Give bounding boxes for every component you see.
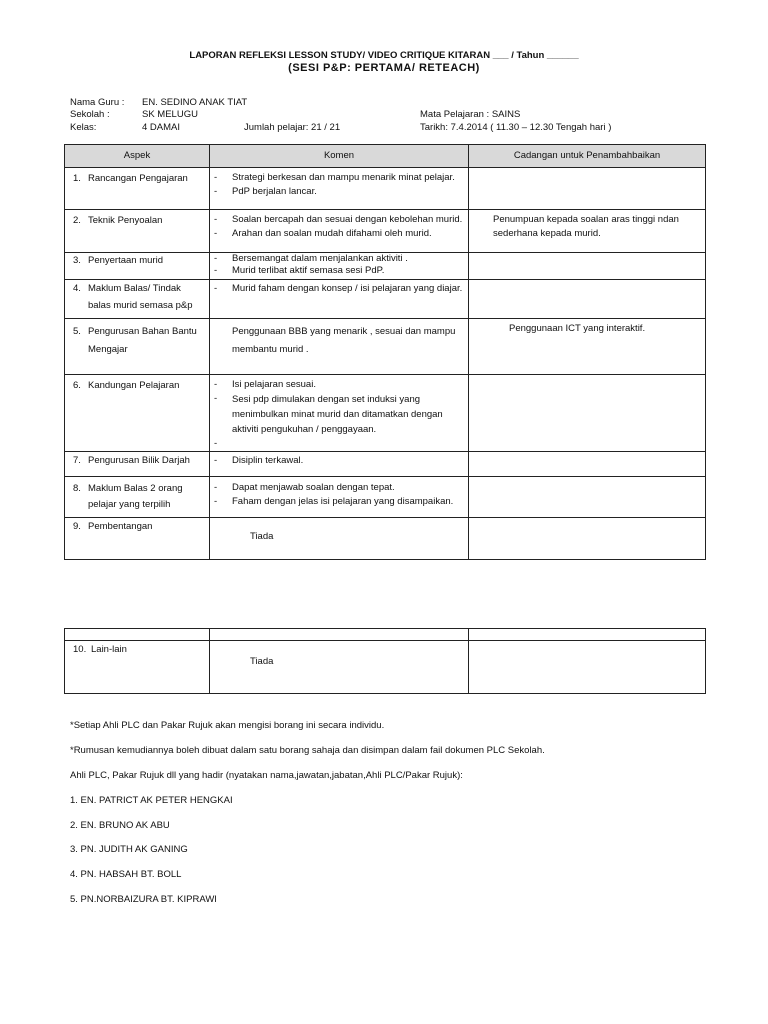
teacher-name-value: EN. SEDINO ANAK TIAT (142, 97, 248, 108)
comment-item: Strategi berkesan dan mampu menarik minat pelajar. (232, 172, 455, 183)
comment-item: Murid faham dengan konsep / isi pelajaran yang diajar. (232, 283, 463, 294)
aspect-label: Maklum Balas/ Tindak balas murid semasa p&p (88, 283, 193, 311)
suggestion-cell: Penggunaan ICT yang interaktif. (469, 319, 706, 375)
suggestion-cell (469, 477, 706, 518)
table-row (65, 641, 706, 694)
aspect-label: Lain-lain (91, 644, 127, 655)
row-number: 3. (73, 255, 81, 266)
comment-item: Bersemangat dalam menjalankan aktiviti . (232, 253, 408, 264)
aspect-label: Penyertaan murid (88, 255, 163, 266)
comment-item: Murid terlibat aktif semasa sesi PdP. (232, 265, 385, 276)
comment-item: Dapat menjawab soalan dengan tepat. (232, 482, 395, 493)
suggestion-cell (469, 452, 706, 477)
comment-text: Tiada (210, 518, 469, 560)
row-number: 9. (73, 521, 81, 532)
school-label: Sekolah : (70, 109, 110, 120)
table-row: 1. Rancangan Pengajaran - Strategi berkesan dan mampu menarik minat pelajar. - PdP berjalan lancar. (65, 168, 706, 210)
session-subtitle: (SESI P&P: PERTAMA/ RETEACH) (288, 62, 480, 74)
table-row: 2. Teknik Penyoalan - Soalan bercapah dan sesuai dengan kebolehan murid. - Arahan dan soalan mudah difahami oleh murid. Penumpuan kepada soalan aras tinggi ndan sederhana kepada murid. (65, 210, 706, 253)
row-number: 5. (73, 326, 81, 337)
table-row: 8. Maklum Balas 2 orang pelajar yang terpilih - Dapat menjawab soalan dengan tepat. - Faham dengan jelas isi pelajaran yang disampaikan. (65, 477, 706, 518)
row-number: 8. (73, 483, 81, 494)
row-number: 1. (73, 173, 81, 184)
other-matters-table (64, 628, 706, 694)
student-count: Jumlah pelajar: 21 / 21 (244, 122, 341, 133)
comment-item: Sesi pdp dimulakan dengan set induksi yang menimbulkan minat murid dan ditamatkan dengan aktiviti pengukuhan / penggayaan. (232, 394, 443, 435)
suggestion-cell (469, 375, 706, 452)
aspect-label: Teknik Penyoalan (88, 215, 163, 226)
comment-item: Soalan bercapah dan sesuai dengan kebolehan murid. (232, 214, 463, 225)
school-value: SK MELUGU (142, 109, 198, 120)
member-item: 3. PN. JUDITH AK GANING (70, 844, 188, 855)
note-summary: *Rumusan kemudiannya boleh dibuat dalam satu borang sahaja dan disimpan dalam fail dokumen PLC Sekolah. (70, 745, 545, 756)
header-cadangan: Cadangan untuk Penambahbaikan (469, 145, 706, 168)
comment-item: PdP berjalan lancar. (232, 186, 317, 197)
class-value: 4 DAMAI (142, 122, 181, 133)
suggestion-cell (469, 253, 706, 280)
date-field: Tarikh: 7.4.2014 ( 11.30 – 12.30 Tengah hari ) (420, 122, 612, 133)
member-item: 2. EN. BRUNO AK ABU (70, 820, 170, 831)
table-row: 3. Penyertaan murid - Bersemangat dalam menjalankan aktiviti . - Murid terlibat aktif semasa sesi PdP. (65, 253, 706, 280)
header-komen: Komen (210, 145, 469, 168)
comment-item: Isi pelajaran sesuai. (232, 379, 316, 390)
member-item: 5. PN.NORBAIZURA BT. KIPRAWI (70, 894, 217, 905)
table-row: 7. Pengurusan Bilik Darjah - Disiplin terkawal. (65, 452, 706, 477)
suggestion-cell (469, 280, 706, 319)
row-number: 2. (73, 215, 81, 226)
note-individual: *Setiap Ahli PLC dan Pakar Rujuk akan mengisi borang ini secara individu. (70, 720, 385, 731)
class-label: Kelas: (70, 122, 97, 133)
table-row (65, 518, 706, 560)
member-item: 1. EN. PATRICT AK PETER HENGKAI (70, 795, 233, 806)
row-number: 4. (73, 283, 81, 294)
teacher-name-label: Nama Guru : (70, 97, 125, 108)
table-row: 6. Kandungan Pelajaran - Isi pelajaran sesuai. - Sesi pdp dimulakan dengan set induksi yang menimbulkan minat murid dan ditamatkan dengan aktiviti pengukuhan / penggayaan. - (65, 375, 706, 452)
suggestion-cell (469, 518, 706, 560)
subject-field: Mata Pelajaran : SAINS (420, 109, 521, 120)
aspect-label: Pengurusan Bilik Darjah (88, 455, 190, 466)
aspect-label: Maklum Balas 2 orang pelajar yang terpilih (88, 483, 183, 510)
row-number: 10. (73, 644, 87, 655)
aspect-label: Pengurusan Bahan Bantu Mengajar (88, 326, 197, 355)
comment-item: Faham dengan jelas isi pelajaran yang disampaikan. (232, 496, 454, 507)
suggestion-cell (469, 168, 706, 210)
aspect-label: Rancangan Pengajaran (88, 173, 188, 184)
table-row (65, 319, 706, 375)
row-number: 7. (73, 455, 81, 466)
reflection-table (64, 144, 706, 560)
note-attendees: Ahli PLC, Pakar Rujuk dll yang hadir (nyatakan nama,jawatan,jabatan,Ahli PLC/Pakar Rujuk): (70, 770, 463, 781)
report-title: LAPORAN REFLEKSI LESSON STUDY/ VIDEO CRITIQUE KITARAN ___ / Tahun ______ (189, 50, 579, 61)
aspect-label: Kandungan Pelajaran (88, 380, 180, 391)
aspect-label: Pembentangan (88, 521, 153, 532)
row-number: 6. (73, 380, 81, 391)
comment-text: Tiada (210, 641, 469, 694)
comment-item: Penggunaan BBB yang menarik , sesuai dan mampu membantu murid . (232, 326, 456, 355)
suggestion-cell: Penumpuan kepada soalan aras tinggi ndan sederhana kepada murid. (469, 210, 706, 253)
comment-item: Arahan dan soalan mudah difahami oleh murid. (232, 228, 432, 239)
header-aspek: Aspek (65, 145, 210, 168)
table-row: 4. Maklum Balas/ Tindak balas murid semasa p&p - Murid faham dengan konsep / isi pelajaran yang diajar. (65, 280, 706, 319)
member-item: 4. PN. HABSAH BT. BOLL (70, 869, 182, 880)
comment-item: Disiplin terkawal. (232, 455, 304, 466)
